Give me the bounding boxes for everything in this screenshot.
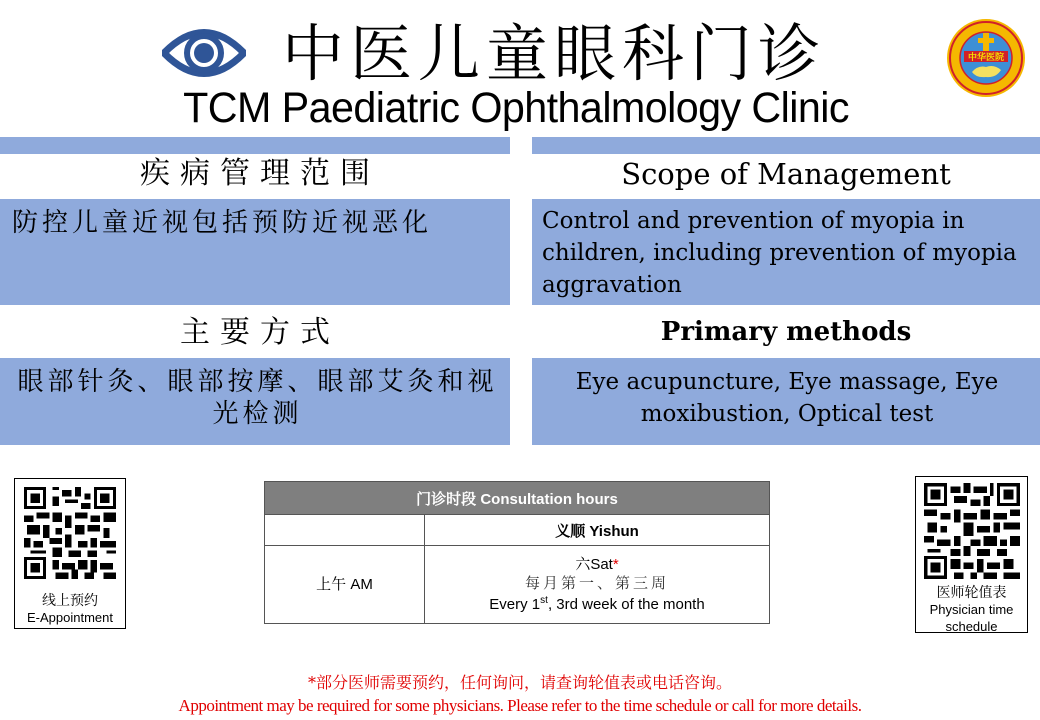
scope-heading-cn: 疾病管理范围 — [140, 156, 380, 191]
scope-body-cn: 防控儿童近视包括预防近视恶化 — [12, 208, 433, 238]
scope-body-en: Control and prevention of myopia in children, including prevention of myopia aggravation — [542, 208, 1017, 298]
footer-note-en: Appointment may be required for some physicians. Please refer to the time schedule or call for more details. — [178, 696, 862, 715]
title-english: TCM Paediatric Ophthalmology Clinic — [183, 84, 849, 132]
table-title: 门诊时段 Consultation hours — [265, 482, 770, 515]
e-appointment-qr-card[interactable] — [14, 478, 126, 629]
svg-text:中华医院: 中华医院 — [967, 53, 1005, 63]
methods-body-en: Eye acupuncture, Eye massage, Eye moxibustion, Optical test — [575, 369, 999, 427]
day-label: 六Sat — [575, 555, 613, 573]
methods-body-cn-box — [0, 358, 510, 445]
footer-note-cn: *部分医师需要预约，任何询问，请查询轮值表或电话咨询。 — [307, 673, 732, 692]
scope-body-cn-box — [0, 199, 510, 305]
scope-heading-en: Scope of Management — [621, 157, 951, 191]
location-header: 义顺 Yishun — [425, 515, 770, 546]
qr-code-icon[interactable] — [924, 483, 1020, 579]
physician-schedule-label-en: Physician time schedule — [929, 602, 1014, 634]
table-corner-cell — [265, 515, 425, 546]
consultation-hours-table — [264, 481, 770, 624]
table-row — [265, 546, 770, 624]
methods-body-en-box — [532, 358, 1040, 445]
methods-heading-en: Primary methods — [660, 317, 912, 347]
clinic-logo-icon — [946, 18, 1026, 98]
session-cell: 上午 AM — [265, 546, 425, 624]
eye-icon — [162, 26, 246, 80]
frequency-cn: 每月第一、第三周 — [524, 573, 669, 592]
physician-schedule-qr-card[interactable] — [915, 476, 1028, 633]
qr-code-icon[interactable] — [24, 487, 116, 579]
methods-heading-cn: 主要方式 — [180, 315, 340, 350]
physician-schedule-label-cn: 医师轮值表 — [936, 584, 1007, 600]
schedule-cell — [425, 546, 770, 624]
title-chinese: 中医儿童眼科门诊 — [282, 17, 827, 90]
methods-body-cn: 眼部针灸、眼部按摩、眼部艾灸和视光检测 — [17, 367, 498, 429]
day-marker: * — [612, 555, 619, 573]
frequency-en: Every 1st, 3rd week of the month — [489, 594, 705, 613]
scope-body-en-box — [532, 199, 1040, 305]
e-appointment-label-en: E-Appointment — [27, 610, 113, 625]
e-appointment-label-cn: 线上预约 — [42, 592, 98, 608]
